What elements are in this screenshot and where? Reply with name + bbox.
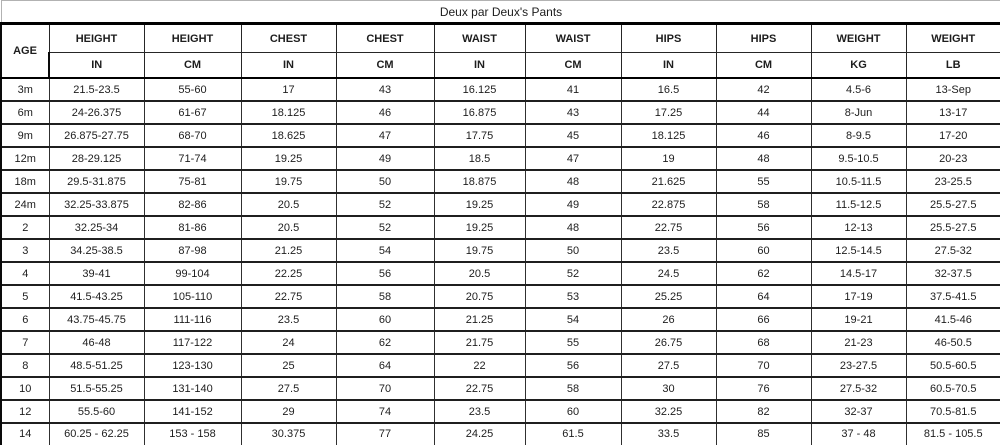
col-header-waist-cm: WAIST <box>525 24 621 53</box>
value-cell: 85 <box>716 423 811 445</box>
value-cell: 81.5 - 105.5 <box>906 423 1000 445</box>
unit-waist-in: IN <box>434 53 525 79</box>
value-cell: 8-9.5 <box>811 124 906 147</box>
value-cell: 68 <box>716 331 811 354</box>
value-cell: 32.25 <box>621 400 716 423</box>
value-cell: 21.25 <box>241 239 336 262</box>
value-cell: 48 <box>716 147 811 170</box>
value-cell: 77 <box>336 423 434 445</box>
age-cell: 8 <box>1 354 49 377</box>
value-cell: 18.125 <box>241 101 336 124</box>
value-cell: 20.5 <box>241 216 336 239</box>
value-cell: 32.25-34 <box>49 216 144 239</box>
value-cell: 27.5 <box>241 377 336 400</box>
value-cell: 17 <box>241 78 336 101</box>
value-cell: 18.875 <box>434 170 525 193</box>
value-cell: 16.5 <box>621 78 716 101</box>
table-row <box>1 331 1000 354</box>
value-cell: 46-50.5 <box>906 331 1000 354</box>
value-cell: 99-104 <box>144 262 241 285</box>
unit-weight-lb: LB <box>906 53 1000 79</box>
value-cell: 41.5-46 <box>906 308 1000 331</box>
value-cell: 22.25 <box>241 262 336 285</box>
value-cell: 55-60 <box>144 78 241 101</box>
value-cell: 28-29.125 <box>49 147 144 170</box>
value-cell: 24.5 <box>621 262 716 285</box>
value-cell: 13-Sep <box>906 78 1000 101</box>
col-header-chest-cm: CHEST <box>336 24 434 53</box>
value-cell: 82-86 <box>144 193 241 216</box>
value-cell: 60.5-70.5 <box>906 377 1000 400</box>
value-cell: 60 <box>525 400 621 423</box>
value-cell: 24 <box>241 331 336 354</box>
value-cell: 26.875-27.75 <box>49 124 144 147</box>
age-cell: 7 <box>1 331 49 354</box>
value-cell: 20-23 <box>906 147 1000 170</box>
value-cell: 60 <box>716 239 811 262</box>
value-cell: 27.5 <box>621 354 716 377</box>
value-cell: 19.75 <box>434 239 525 262</box>
value-cell: 18.625 <box>241 124 336 147</box>
value-cell: 30 <box>621 377 716 400</box>
value-cell: 53 <box>525 285 621 308</box>
value-cell: 22.75 <box>241 285 336 308</box>
value-cell: 23-27.5 <box>811 354 906 377</box>
value-cell: 123-130 <box>144 354 241 377</box>
col-header-weight-lb: WEIGHT <box>906 24 1000 53</box>
value-cell: 41 <box>525 78 621 101</box>
value-cell: 14.5-17 <box>811 262 906 285</box>
value-cell: 20.75 <box>434 285 525 308</box>
value-cell: 19-21 <box>811 308 906 331</box>
value-cell: 87-98 <box>144 239 241 262</box>
value-cell: 21.625 <box>621 170 716 193</box>
value-cell: 12.5-14.5 <box>811 239 906 262</box>
value-cell: 64 <box>336 354 434 377</box>
value-cell: 43 <box>525 101 621 124</box>
value-cell: 11.5-12.5 <box>811 193 906 216</box>
value-cell: 39-41 <box>49 262 144 285</box>
value-cell: 46-48 <box>49 331 144 354</box>
age-cell: 24m <box>1 193 49 216</box>
value-cell: 21.25 <box>434 308 525 331</box>
value-cell: 41.5-43.25 <box>49 285 144 308</box>
value-cell: 51.5-55.25 <box>49 377 144 400</box>
value-cell: 8-Jun <box>811 101 906 124</box>
value-cell: 26 <box>621 308 716 331</box>
value-cell: 58 <box>336 285 434 308</box>
value-cell: 24.25 <box>434 423 525 445</box>
table-row <box>1 262 1000 285</box>
unit-chest-cm: CM <box>336 53 434 79</box>
value-cell: 13-17 <box>906 101 1000 124</box>
unit-waist-cm: CM <box>525 53 621 79</box>
value-cell: 74 <box>336 400 434 423</box>
value-cell: 48.5-51.25 <box>49 354 144 377</box>
value-cell: 61.5 <box>525 423 621 445</box>
value-cell: 42 <box>716 78 811 101</box>
unit-chest-in: IN <box>241 53 336 79</box>
value-cell: 33.5 <box>621 423 716 445</box>
unit-hips-in: IN <box>621 53 716 79</box>
value-cell: 68-70 <box>144 124 241 147</box>
col-header-chest-in: CHEST <box>241 24 336 53</box>
value-cell: 61-67 <box>144 101 241 124</box>
table-row <box>1 147 1000 170</box>
table-row <box>1 377 1000 400</box>
value-cell: 19 <box>621 147 716 170</box>
unit-weight-kg: KG <box>811 53 906 79</box>
value-cell: 26.75 <box>621 331 716 354</box>
age-cell: 12m <box>1 147 49 170</box>
title-row <box>1 1 1000 24</box>
value-cell: 54 <box>336 239 434 262</box>
value-cell: 10.5-11.5 <box>811 170 906 193</box>
age-cell: 10 <box>1 377 49 400</box>
value-cell: 56 <box>336 262 434 285</box>
age-cell: 2 <box>1 216 49 239</box>
col-header-hips-in: HIPS <box>621 24 716 53</box>
value-cell: 22 <box>434 354 525 377</box>
value-cell: 16.875 <box>434 101 525 124</box>
table-row <box>1 78 1000 101</box>
table-row <box>1 308 1000 331</box>
value-cell: 24-26.375 <box>49 101 144 124</box>
value-cell: 23.5 <box>621 239 716 262</box>
age-cell: 4 <box>1 262 49 285</box>
unit-hips-cm: CM <box>716 53 811 79</box>
value-cell: 62 <box>336 331 434 354</box>
value-cell: 19.25 <box>434 193 525 216</box>
age-cell: 14 <box>1 423 49 445</box>
unit-header-row <box>1 53 1000 79</box>
value-cell: 20.5 <box>241 193 336 216</box>
age-cell: 3m <box>1 78 49 101</box>
value-cell: 141-152 <box>144 400 241 423</box>
value-cell: 17-19 <box>811 285 906 308</box>
value-cell: 55 <box>525 331 621 354</box>
table-row <box>1 239 1000 262</box>
value-cell: 22.875 <box>621 193 716 216</box>
col-header-weight-kg: WEIGHT <box>811 24 906 53</box>
value-cell: 47 <box>525 147 621 170</box>
value-cell: 52 <box>525 262 621 285</box>
value-cell: 131-140 <box>144 377 241 400</box>
value-cell: 52 <box>336 193 434 216</box>
table-row <box>1 193 1000 216</box>
value-cell: 29.5-31.875 <box>49 170 144 193</box>
value-cell: 37 - 48 <box>811 423 906 445</box>
value-cell: 12-13 <box>811 216 906 239</box>
value-cell: 50 <box>525 239 621 262</box>
col-header-waist-in: WAIST <box>434 24 525 53</box>
value-cell: 70 <box>716 354 811 377</box>
value-cell: 29 <box>241 400 336 423</box>
value-cell: 16.125 <box>434 78 525 101</box>
table-row <box>1 124 1000 147</box>
value-cell: 60.25 - 62.25 <box>49 423 144 445</box>
value-cell: 20.5 <box>434 262 525 285</box>
value-cell: 153 - 158 <box>144 423 241 445</box>
value-cell: 27.5-32 <box>906 239 1000 262</box>
value-cell: 75-81 <box>144 170 241 193</box>
value-cell: 23.5 <box>434 400 525 423</box>
value-cell: 22.75 <box>621 216 716 239</box>
value-cell: 60 <box>336 308 434 331</box>
value-cell: 49 <box>525 193 621 216</box>
value-cell: 21.5-23.5 <box>49 78 144 101</box>
value-cell: 18.5 <box>434 147 525 170</box>
col-header-hips-cm: HIPS <box>716 24 811 53</box>
age-cell: 12 <box>1 400 49 423</box>
table-row <box>1 423 1000 445</box>
value-cell: 32-37 <box>811 400 906 423</box>
value-cell: 58 <box>716 193 811 216</box>
value-cell: 71-74 <box>144 147 241 170</box>
table-row <box>1 400 1000 423</box>
value-cell: 37.5-41.5 <box>906 285 1000 308</box>
value-cell: 55 <box>716 170 811 193</box>
value-cell: 58 <box>525 377 621 400</box>
value-cell: 76 <box>716 377 811 400</box>
value-cell: 18.125 <box>621 124 716 147</box>
value-cell: 17.75 <box>434 124 525 147</box>
col-header-age: AGE <box>1 24 49 79</box>
value-cell: 46 <box>336 101 434 124</box>
age-cell: 5 <box>1 285 49 308</box>
table-body <box>1 78 1000 445</box>
value-cell: 32.25-33.875 <box>49 193 144 216</box>
value-cell: 70.5-81.5 <box>906 400 1000 423</box>
value-cell: 55.5-60 <box>49 400 144 423</box>
value-cell: 46 <box>716 124 811 147</box>
value-cell: 45 <box>525 124 621 147</box>
value-cell: 19.25 <box>241 147 336 170</box>
col-header-height-cm: HEIGHT <box>144 24 241 53</box>
value-cell: 17-20 <box>906 124 1000 147</box>
value-cell: 82 <box>716 400 811 423</box>
value-cell: 21.75 <box>434 331 525 354</box>
value-cell: 44 <box>716 101 811 124</box>
age-cell: 6 <box>1 308 49 331</box>
value-cell: 47 <box>336 124 434 147</box>
value-cell: 23.5 <box>241 308 336 331</box>
value-cell: 34.25-38.5 <box>49 239 144 262</box>
value-cell: 117-122 <box>144 331 241 354</box>
value-cell: 43.75-45.75 <box>49 308 144 331</box>
value-cell: 49 <box>336 147 434 170</box>
value-cell: 105-110 <box>144 285 241 308</box>
value-cell: 64 <box>716 285 811 308</box>
unit-height-cm: CM <box>144 53 241 79</box>
value-cell: 50.5-60.5 <box>906 354 1000 377</box>
value-cell: 4.5-6 <box>811 78 906 101</box>
value-cell: 19.75 <box>241 170 336 193</box>
value-cell: 25.25 <box>621 285 716 308</box>
value-cell: 43 <box>336 78 434 101</box>
value-cell: 32-37.5 <box>906 262 1000 285</box>
value-cell: 25.5-27.5 <box>906 193 1000 216</box>
value-cell: 54 <box>525 308 621 331</box>
value-cell: 21-23 <box>811 331 906 354</box>
value-cell: 25 <box>241 354 336 377</box>
age-cell: 6m <box>1 101 49 124</box>
value-cell: 70 <box>336 377 434 400</box>
value-cell: 62 <box>716 262 811 285</box>
table-row <box>1 170 1000 193</box>
table-row <box>1 101 1000 124</box>
value-cell: 17.25 <box>621 101 716 124</box>
unit-height-in: IN <box>49 53 144 79</box>
value-cell: 56 <box>525 354 621 377</box>
value-cell: 23-25.5 <box>906 170 1000 193</box>
value-cell: 9.5-10.5 <box>811 147 906 170</box>
table-row <box>1 354 1000 377</box>
value-cell: 50 <box>336 170 434 193</box>
value-cell: 22.75 <box>434 377 525 400</box>
value-cell: 81-86 <box>144 216 241 239</box>
value-cell: 27.5-32 <box>811 377 906 400</box>
value-cell: 48 <box>525 216 621 239</box>
value-cell: 66 <box>716 308 811 331</box>
value-cell: 48 <box>525 170 621 193</box>
value-cell: 56 <box>716 216 811 239</box>
age-cell: 9m <box>1 124 49 147</box>
value-cell: 19.25 <box>434 216 525 239</box>
table-row <box>1 216 1000 239</box>
col-header-height-in: HEIGHT <box>49 24 144 53</box>
value-cell: 52 <box>336 216 434 239</box>
measure-header-row <box>1 24 1000 53</box>
value-cell: 30.375 <box>241 423 336 445</box>
age-cell: 18m <box>1 170 49 193</box>
value-cell: 25.5-27.5 <box>906 216 1000 239</box>
table-title: Deux par Deux's Pants <box>1 1 1000 24</box>
value-cell: 111-116 <box>144 308 241 331</box>
table-row <box>1 285 1000 308</box>
age-cell: 3 <box>1 239 49 262</box>
